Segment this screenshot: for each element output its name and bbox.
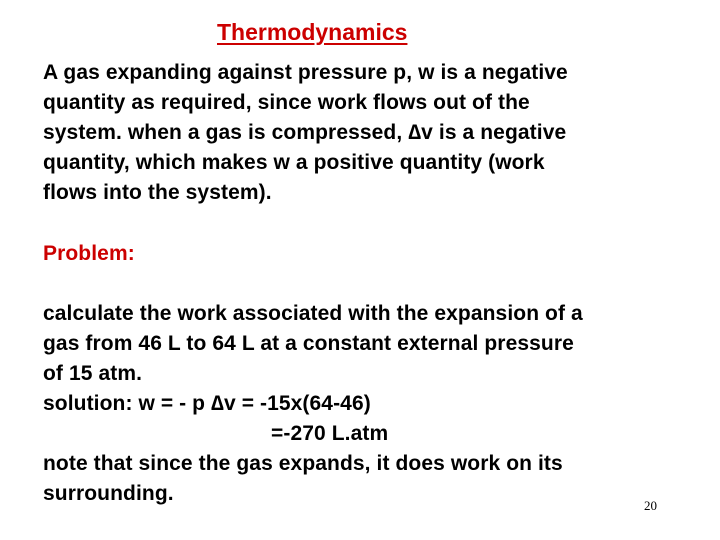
- problem-line: of 15 atm.: [43, 362, 143, 385]
- solution-line: solution: w = - p ∆v = -15x(64-46): [43, 392, 371, 415]
- problem-line: gas from 46 L to 64 L at a constant external pressure: [43, 332, 574, 355]
- problem-line: calculate the work associated with the expansion of a: [43, 302, 583, 325]
- page-number: 20: [644, 498, 657, 513]
- problem-heading: Problem:: [43, 242, 135, 265]
- intro-line: quantity as required, since work flows out of the: [43, 91, 530, 114]
- intro-line: system. when a gas is compressed, ∆v is a negative: [43, 121, 567, 144]
- note-line: note that since the gas expands, it does work on its: [43, 452, 563, 475]
- intro-line: quantity, which makes w a positive quantity (work: [43, 151, 545, 174]
- intro-line: A gas expanding against pressure p, w is a negative: [43, 61, 568, 84]
- intro-line: flows into the system).: [43, 181, 272, 204]
- solution-result-line: =-270 L.atm: [271, 422, 389, 445]
- note-line: surrounding.: [43, 482, 174, 505]
- slide-title: Thermodynamics: [217, 19, 408, 45]
